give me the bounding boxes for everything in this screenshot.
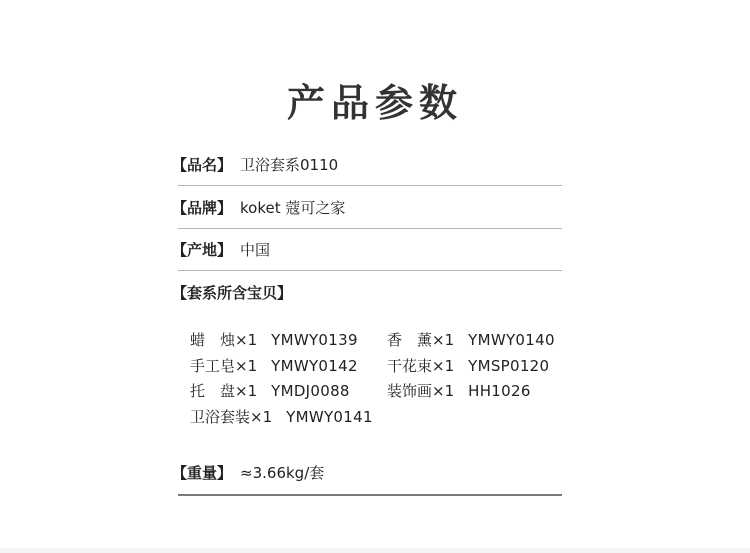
item-name: 蜡 烛×1	[190, 331, 258, 349]
field-brand-value: koket 蔻可之家	[240, 199, 346, 217]
footer-band	[0, 548, 750, 553]
field-weight-value: ≈3.66kg/套	[240, 464, 325, 482]
item-code: YMWY0141	[286, 408, 373, 426]
item-name: 干花束×1	[387, 357, 455, 375]
item-code: YMWY0142	[271, 357, 358, 375]
divider	[178, 228, 562, 229]
item-code: YMDJ0088	[271, 382, 350, 400]
divider	[178, 185, 562, 186]
field-weight-label: 【重量】	[172, 464, 233, 482]
list-item	[190, 330, 358, 350]
item-code: YMSP0120	[468, 357, 550, 375]
item-code: YMWY0139	[271, 331, 358, 349]
list-item	[190, 407, 373, 427]
field-origin-value: 中国	[240, 241, 271, 259]
field-name	[172, 155, 338, 175]
field-set-contents	[172, 283, 300, 303]
list-item	[190, 381, 350, 401]
item-name: 手工皂×1	[190, 357, 258, 375]
field-weight	[172, 463, 324, 483]
field-name-label: 【品名】	[172, 156, 233, 174]
field-origin	[172, 240, 270, 260]
field-name-value: 卫浴套系0110	[240, 156, 339, 174]
item-code: YMWY0140	[468, 331, 555, 349]
list-item	[387, 381, 531, 401]
item-name: 托 盘×1	[190, 382, 258, 400]
field-origin-label: 【产地】	[172, 241, 233, 259]
field-set-contents-label: 【套系所含宝贝】	[172, 284, 293, 302]
divider	[178, 494, 562, 496]
page-title: 产品参数	[286, 81, 463, 125]
divider	[178, 270, 562, 271]
list-item	[190, 356, 358, 376]
list-item	[387, 356, 549, 376]
item-name: 卫浴套装×1	[190, 408, 273, 426]
field-brand-label: 【品牌】	[172, 199, 233, 217]
item-name: 香 薰×1	[387, 331, 455, 349]
field-brand	[172, 198, 345, 218]
item-code: HH1026	[468, 382, 531, 400]
item-name: 装饰画×1	[387, 382, 455, 400]
list-item	[387, 330, 555, 350]
